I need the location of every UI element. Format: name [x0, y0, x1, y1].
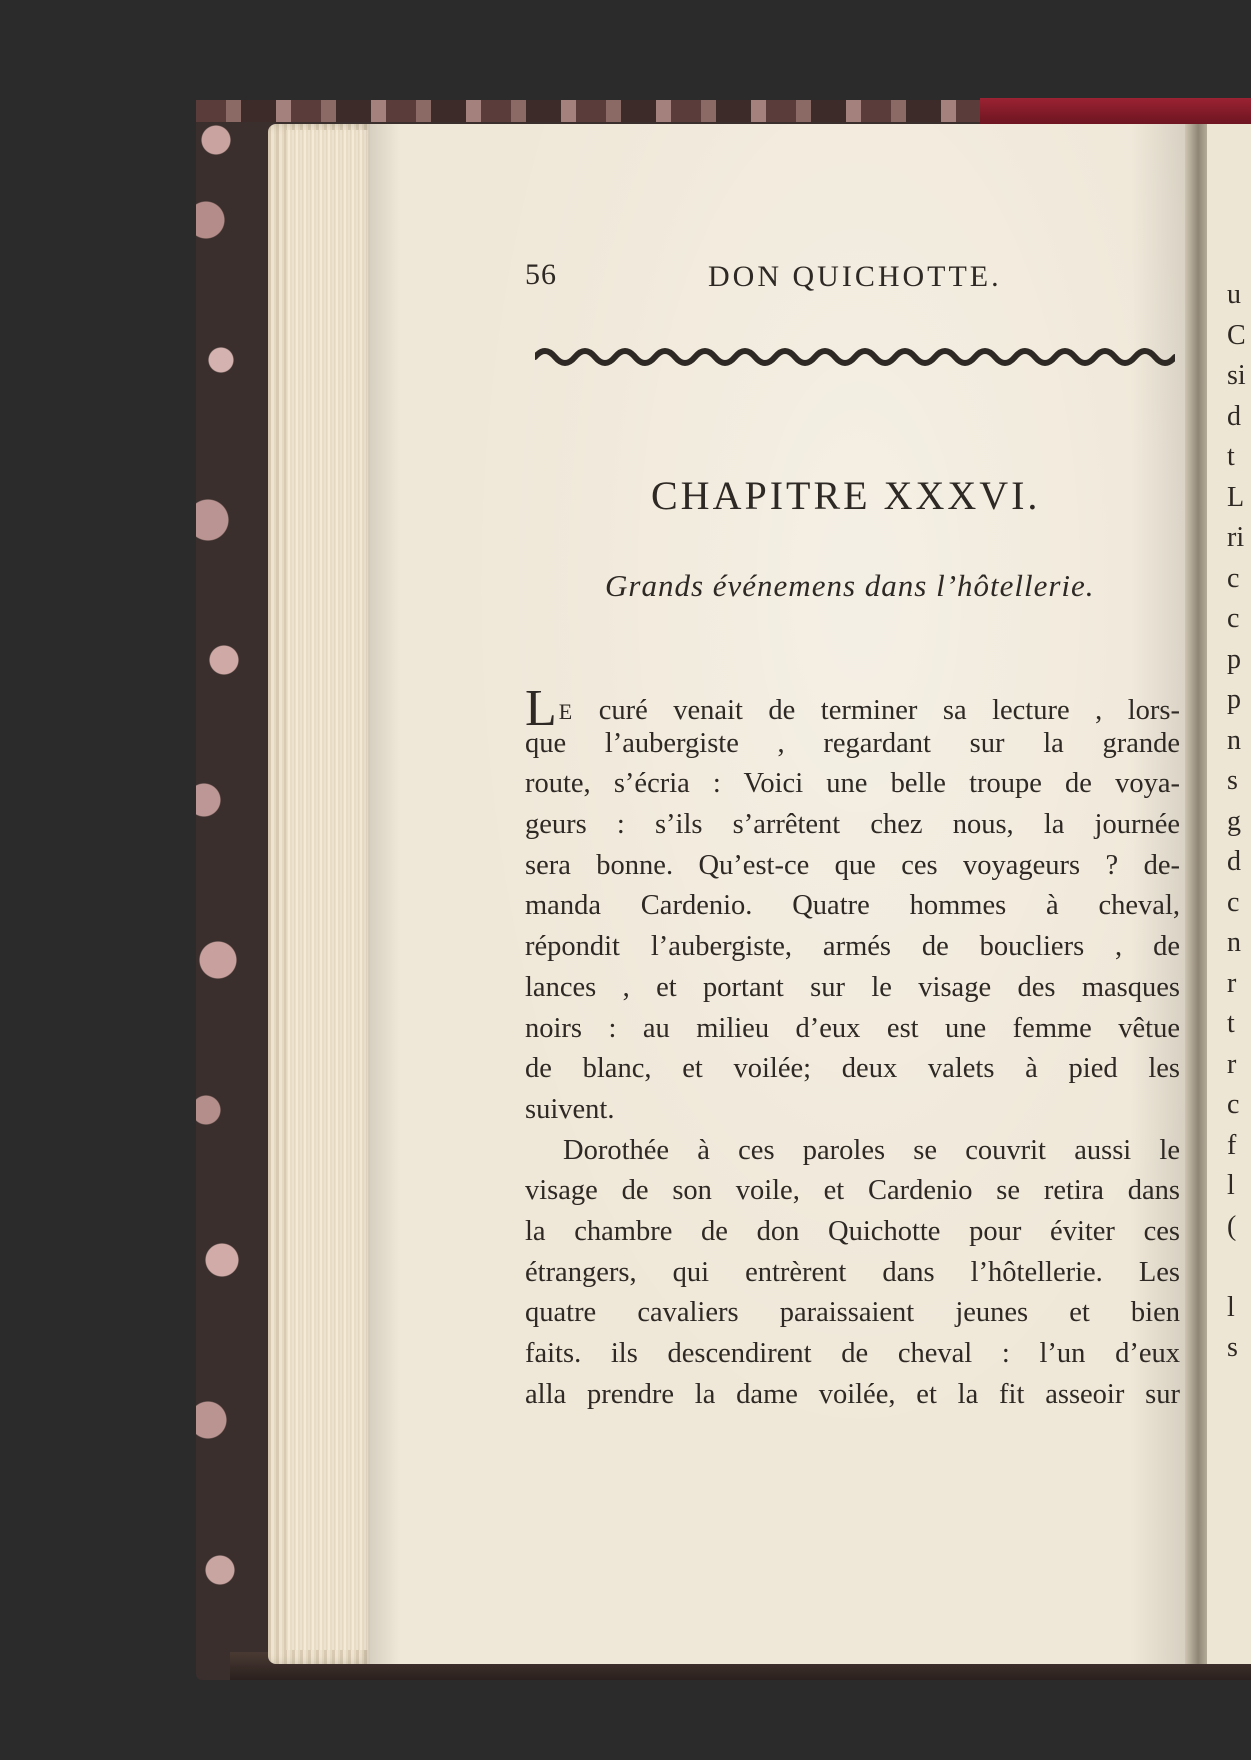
small-cap: E: [558, 699, 574, 724]
page-stack-inner: [286, 130, 368, 1650]
text-line: la chambre de don Quichotte pour éviter ces: [525, 1215, 1180, 1247]
facing-page-fragment: f: [1227, 1129, 1237, 1161]
facing-page-fragment: p: [1227, 684, 1241, 715]
text-line: manda Cardenio. Quatre hommes à cheval,: [525, 890, 1180, 922]
text-line: geurs : s’ils s’arrêtent chez nous, la journée: [525, 809, 1180, 841]
facing-page-fragment: c: [1227, 1089, 1240, 1120]
facing-page-fragment: s: [1227, 765, 1238, 796]
book-gutter: [1185, 124, 1207, 1664]
facing-page-fragment: L: [1227, 481, 1245, 513]
chapter-subtitle: Grands événemens dans l’hôtellerie.: [605, 568, 1095, 603]
facing-page-fragment: c: [1227, 603, 1240, 634]
facing-page-fragment: u: [1227, 279, 1241, 310]
facing-page-fragment: t: [1227, 1008, 1235, 1039]
facing-page-fragment: C: [1227, 319, 1246, 351]
text-line: sera bonne. Qu’est-ce que ces voyageurs ? de-: [525, 849, 1180, 881]
chapter-heading: CHAPITRE XXXVI.: [651, 473, 1041, 518]
facing-page-fragment: si: [1227, 360, 1246, 391]
facing-page-fragment: n: [1227, 927, 1241, 958]
facing-page-fragment: (: [1227, 1210, 1237, 1242]
facing-page-fragments: [1227, 275, 1251, 1369]
facing-page-fragment: [1227, 1247, 1251, 1288]
text-line: alla prendre la dame voilée, et la fit asseoir sur: [525, 1378, 1180, 1410]
text-line: visage de son voile, et Cardenio se retira dans: [525, 1175, 1180, 1207]
facing-page-fragment: s: [1227, 1332, 1238, 1363]
red-spine-edge: [980, 98, 1251, 124]
facing-page-fragment: g: [1227, 805, 1241, 837]
text-line: Dorothée à ces paroles se couvrit aussi le: [563, 1134, 1180, 1166]
text-line: faits. ils descendirent de cheval : l’un d’eux: [525, 1338, 1180, 1369]
facing-page-fragment: d: [1227, 846, 1241, 877]
facing-page-fragment: c: [1227, 562, 1240, 594]
text-line: route, s’écria : Voici une belle troupe de voya-: [525, 768, 1180, 800]
text-line: étrangers, qui entrèrent dans l’hôtellerie. Les: [525, 1256, 1180, 1288]
body-text: [525, 680, 1180, 1415]
text-line: de blanc, et voilée; deux valets à pied les: [525, 1053, 1180, 1085]
facing-page-fragment: r: [1227, 1048, 1237, 1080]
text-line: que l’aubergiste , regardant sur la grande: [525, 727, 1180, 759]
text-line: quatre cavaliers paraissaient jeunes et bien: [525, 1297, 1180, 1329]
facing-page-fragment: d: [1227, 400, 1241, 432]
facing-page-fragment: l: [1227, 1170, 1235, 1201]
drop-cap: L: [525, 680, 557, 737]
text-line-content: curé venait de terminer sa lecture , lors-: [573, 695, 1180, 726]
page-number: 56: [525, 258, 557, 291]
facing-page-fragment: p: [1227, 643, 1241, 675]
text-line: noirs : au milieu d’eux est une femme vêtue: [525, 1012, 1180, 1044]
text-line: répondit l’aubergiste, armés de boucliers , de: [525, 931, 1180, 963]
facing-page-fragment: l: [1227, 1291, 1235, 1323]
facing-page-fragment: n: [1227, 724, 1241, 756]
running-title: DON QUICHOTTE.: [708, 260, 1002, 293]
text-line: suivent.: [525, 1093, 615, 1125]
wave-ornament-rule: [535, 340, 1175, 374]
facing-page-fragment: c: [1227, 886, 1240, 918]
facing-page-fragment: r: [1227, 967, 1237, 999]
facing-page-fragment: t: [1227, 441, 1235, 472]
text-line: [525, 680, 1180, 737]
text-line: lances , et portant sur le visage des masques: [525, 971, 1180, 1003]
facing-page-fragment: ri: [1227, 522, 1245, 553]
